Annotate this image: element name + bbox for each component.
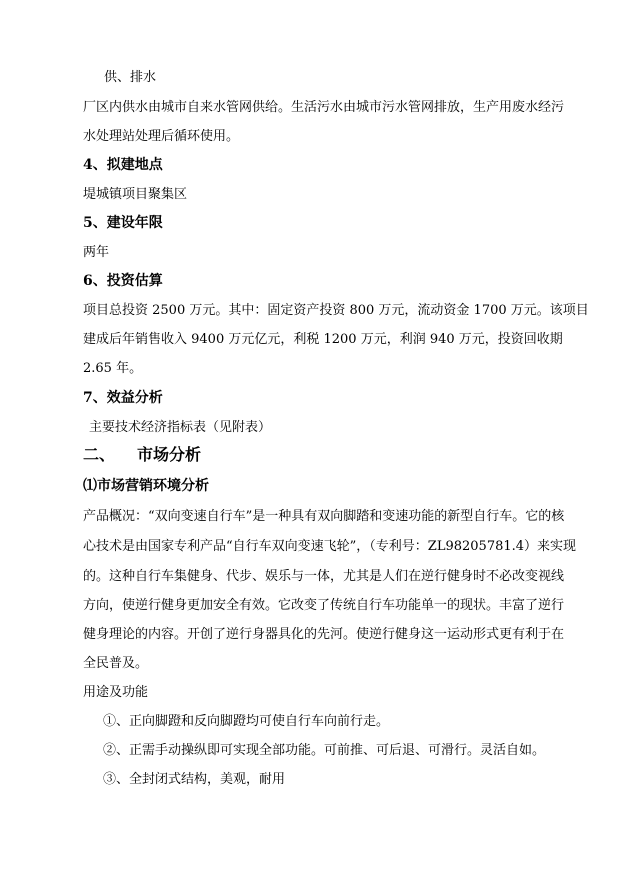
product-line-5: 健身理论的内容。开创了逆行身器具化的先河。使逆行健身这一运动形式更有利于在 [83, 627, 565, 642]
part-2-title: 市场分析 [137, 445, 202, 464]
section-7-title: 7、效益分析 [83, 390, 163, 406]
supply-paragraph-line-2: 水处理站处理后循环使用。 [83, 129, 240, 144]
section-6-line-2: 建成后年销售收入 9400 万元亿元，利税 1200 万元，利润 940 万元，投资回收期 [83, 332, 563, 347]
section-6-line-3: 2.65 年。 [83, 361, 143, 376]
supply-heading: 供、排水 [104, 70, 157, 85]
supply-paragraph-line-1: 厂区内供水由城市自来水管网供给。生活污水由城市污水管网排放，生产用废水经污 [83, 100, 565, 115]
usage-title: 用途及功能 [83, 685, 149, 700]
product-line-4: 方向，使逆行健身更加安全有效。它改变了传统自行车功能单一的现状。丰富了逆行 [83, 598, 565, 613]
section-6-title: 6、投资估算 [83, 273, 163, 289]
list-item: ①、正向脚蹬和反向脚蹬均可使自行车向前行走。 [103, 714, 390, 729]
list-item: ③、全封闭式结构，美观，耐用 [103, 772, 286, 787]
product-line-3: 的。这种自行车集健身、代步、娱乐与一体，尤其是人们在逆行健身时不必改变视线 [83, 569, 565, 584]
product-line-6: 全民普及。 [83, 656, 149, 671]
list-item: ②、正需手动操纵即可实现全部功能。可前推、可后退、可滑行。灵活自如。 [103, 743, 546, 758]
section-5-text: 两年 [83, 245, 110, 260]
section-4-text: 堤城镇项目聚集区 [83, 187, 188, 202]
section-6-line-1: 项目总投资 2500 万元。其中：固定资产投资 800 万元，流动资金 1700 万元。该项目 [83, 303, 589, 318]
subsection-1-title: ⑴市场营销环境分析 [83, 478, 209, 494]
product-line-1: 产品概况：“双向变速自行车”是一种具有双向脚踏和变速功能的新型自行车。它的核 [83, 509, 565, 524]
section-4-title: 4、拟建地点 [83, 157, 163, 173]
section-5-title: 5、建设年限 [83, 215, 163, 231]
part-2-number: 二、 [83, 445, 116, 464]
part-2-heading [83, 446, 201, 464]
product-line-2: 心技术是由国家专利产品“自行车双向变速飞轮”，（专利号：ZL98205781.4）来实现 [83, 539, 577, 554]
section-7-text: 主要技术经济指标表（见附表） [89, 420, 272, 435]
